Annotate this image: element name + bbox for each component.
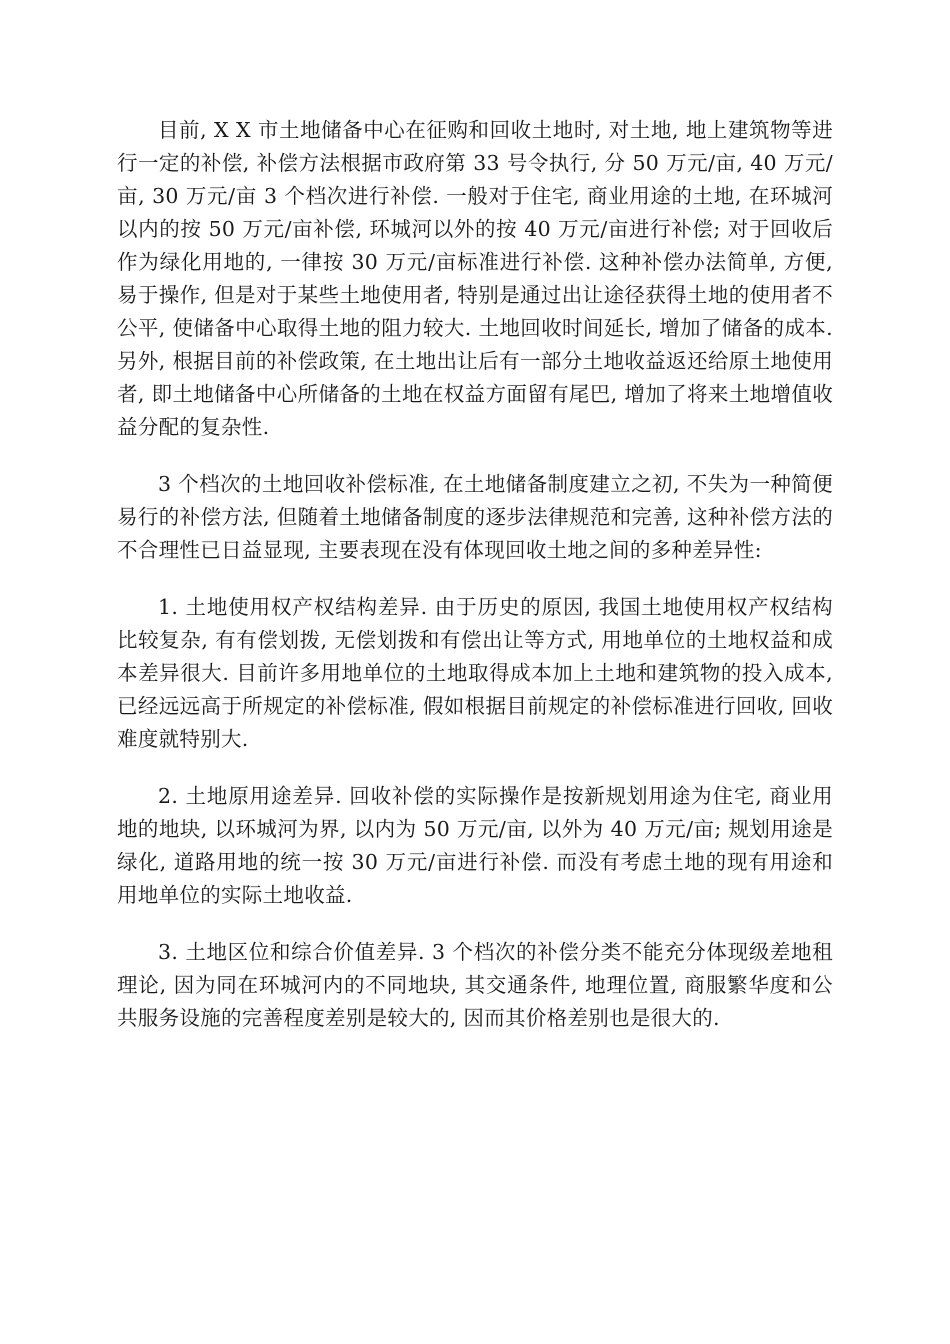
paragraph-compensation-method: 目前, X X 市土地储备中心在征购和回收土地时, 对土地, 地上建筑物等进行一定的补偿, 补偿方法根据市政府第 33 号令执行, 分 50 万元/亩, 40 万元/亩, 30 万元/亩 3 个档次进行补偿. 一般对于住宅, 商业用途的土地, 在环城河以内的按 50 万元/亩补偿, 环城河以外的按 40 万元/亩进行补偿; 对于回收后作为绿化用地的, 一律按 30 万元/亩标准进行补偿. 这种补偿办法简单, 方便, 易于操作, 但是对于某些土地使用者, 特别是通过出让途径获得土地的使用者不公平, 使储备中心取得土地的阻力较大. 土地回收时间延长, 增加了储备的成本. 另外, 根据目前的补偿政策, 在土地出让后有一部分土地收益返还给原土地使用者, 即土地储备中心所储备的土地在权益方面留有尾巴, 增加了将来土地增值收益分配的复杂性.: [117, 118, 833, 439]
paragraph-original-use-difference: 2. 土地原用途差异. 回收补偿的实际操作是按新规划用途为住宅, 商业用地的地块, 以环城河为界, 以内为 50 万元/亩, 以外为 40 万元/亩; 规划用途是绿化, 道路用地的统一按 30 万元/亩进行补偿. 而没有考虑土地的现有用途和用地单位的实际土地收益.: [117, 784, 833, 907]
paragraph-three-tier-standard: 3 个档次的土地回收补偿标准, 在土地储备制度建立之初, 不失为一种简便易行的补偿方法, 但随着土地储备制度的逐步法律规范和完善, 这种补偿方法的不合理性已日益显现, 主要表现在没有体现回收土地之间的多种差异性:: [117, 472, 833, 562]
document-page: [117, 114, 833, 1059]
paragraph-location-value-difference: 3. 土地区位和综合价值差异. 3 个档次的补偿分类不能充分体现级差地租理论, 因为同在环城河内的不同地块, 其交通条件, 地理位置, 商服繁华度和公共服务设施的完善程度差别是较大的, 因而其价格差别也是很大的.: [117, 940, 833, 1030]
paragraph-ownership-structure-difference: 1. 土地使用权产权结构差异. 由于历史的原因, 我国土地使用权产权结构比较复杂, 有有偿划拨, 无偿划拨和有偿出让等方式, 用地单位的土地权益和成本差异很大. 目前许多用地单位的土地取得成本加上土地和建筑物的投入成本, 已经远远高于所规定的补偿标准, 假如根据目前规定的补偿标准进行回收, 回收难度就特别大.: [117, 595, 833, 751]
